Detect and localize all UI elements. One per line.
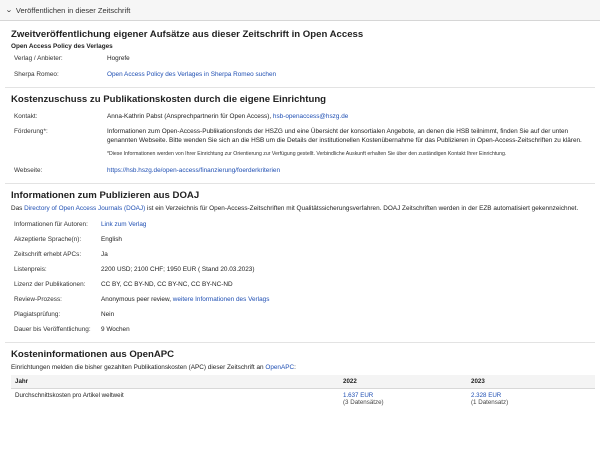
authors-link[interactable]: Link zum Verlag	[101, 221, 147, 228]
support-row	[11, 127, 589, 145]
col-2022-header: 2022	[339, 375, 467, 389]
license-value: CC BY, CC BY-ND, CC BY-NC, CC BY-NC-ND	[101, 281, 233, 288]
website-row	[11, 166, 589, 175]
count-2023: (1 Datensatz)	[471, 399, 509, 406]
value-2022-link[interactable]: 1.637 EUR	[343, 392, 374, 399]
plagiarism-row	[11, 310, 589, 319]
section-toggle[interactable]	[0, 0, 600, 21]
count-2022: (3 Datensätze)	[343, 399, 384, 406]
license-row	[11, 280, 589, 289]
review-value: Anonymous peer review,	[101, 296, 171, 303]
openapc-intro-post: :	[294, 364, 296, 371]
contact-label: Kontakt:	[14, 113, 38, 120]
duration-label: Dauer bis Veröffentlichung:	[14, 326, 91, 333]
publisher-value: Hogrefe	[107, 55, 130, 62]
support-label: Förderung*:	[14, 128, 48, 135]
openapc-section	[0, 343, 600, 372]
funding-section	[0, 88, 600, 175]
doaj-intro-pre: Das	[11, 205, 25, 212]
doaj-link[interactable]: Directory of Open Access Journals (DOAJ)	[24, 205, 146, 212]
openapc-title: Kosteninformationen aus OpenAPC	[11, 349, 175, 360]
chevron-down-icon: ⌄	[5, 7, 13, 14]
plagiarism-label: Plagiatsprüfung:	[14, 311, 61, 318]
cell-2022	[339, 389, 467, 410]
review-label: Review-Prozess:	[14, 296, 62, 303]
price-label: Listenpreis:	[14, 266, 47, 273]
review-row	[11, 295, 589, 304]
plagiarism-value: Nein	[101, 311, 115, 318]
sherpa-row	[11, 70, 589, 79]
oa-section	[0, 21, 600, 79]
authors-row	[11, 220, 589, 229]
website-link[interactable]: https://hsb.hszg.de/open-access/finanzierung/foerderkriterien	[107, 167, 280, 174]
oa-title: Zweitveröffentlichung eigener Aufsätze aus dieser Zeitschrift in Open Access	[11, 29, 364, 40]
table-row	[11, 389, 595, 410]
apc-value: Ja	[101, 251, 108, 258]
oa-subtitle: Open Access Policy des Verlages	[11, 43, 113, 50]
col-2023-header: 2023	[467, 375, 595, 389]
publisher-label: Verlag / Anbieter:	[14, 55, 63, 62]
support-text: Informationen zum Open-Access-Publikationsfonds der HSZG und eine Übersicht der konsortialen Angebote, an denen die HSB teilnimmt, finden Sie auf der unten genannten Webseite. Bitte wenden Sie sich an die HSB um die Details der institutionellen Kostenübernahme für das Publizieren in Open-Access-Zeitschriften zu klären.	[107, 128, 582, 144]
price-value: 2200 USD; 2100 CHF; 1950 EUR ( Stand 20.03.2023)	[101, 266, 255, 273]
publisher-row	[11, 54, 589, 63]
openapc-link[interactable]: OpenAPC	[265, 364, 295, 371]
col-year-header: Jahr	[11, 375, 339, 389]
section-toggle-label: Veröffentlichen in dieser Zeitschrift	[15, 5, 131, 15]
cell-2023	[467, 389, 595, 410]
authors-label: Informationen für Autoren:	[14, 221, 88, 228]
website-label: Webseite:	[14, 167, 43, 174]
apc-row	[11, 250, 589, 259]
doaj-section	[0, 184, 600, 334]
support-note: *Diese Informationen werden von Ihrer Einrichtung zur Orientierung zur Verfügung gestellt. Verbindliche Auskunft erhalten Sie über den zuständigen Kontakt Ihrer Einrichtung.	[107, 151, 507, 157]
contact-email-link[interactable]: hsb-openaccess@hszg.de	[272, 113, 349, 120]
price-row	[11, 265, 589, 274]
doaj-title: Informationen zum Publizieren aus DOAJ	[11, 190, 200, 201]
note-row	[11, 150, 589, 159]
table-header-row	[11, 375, 595, 389]
duration-value: 9 Wochen	[101, 326, 130, 333]
value-2023-link[interactable]: 2.328 EUR	[471, 392, 502, 399]
doaj-intro-post: ist ein Verzeichnis für Open-Access-Zeitschriften mit Qualitätssicherungsverfahren. DOAJ Zeitschriften werden in der EZB automatisiert gekennzeichnet.	[145, 205, 579, 212]
contact-name: Anna-Kathrin Pabst (Ansprechpartnerin für Open Access),	[107, 113, 272, 120]
funding-title: Kostenzuschuss zu Publikationskosten durch die eigene Einrichtung	[11, 94, 327, 105]
apc-table	[11, 375, 595, 409]
review-link[interactable]: weitere Informationen des Verlags	[172, 296, 270, 303]
sherpa-label: Sherpa Romeo:	[14, 71, 59, 78]
language-value: English	[101, 236, 122, 243]
license-label: Lizenz der Publikationen:	[14, 281, 86, 288]
contact-row	[11, 112, 589, 121]
language-label: Akzeptierte Sprache(n):	[14, 236, 82, 243]
openapc-intro	[11, 363, 589, 372]
row-label: Durchschnittskosten pro Artikel weltweit	[15, 392, 124, 399]
language-row	[11, 235, 589, 244]
sherpa-link[interactable]: Open Access Policy des Verlages in Sherpa Romeo suchen	[107, 71, 277, 78]
duration-row	[11, 325, 589, 334]
apc-label: Zeitschrift erhebt APCs:	[14, 251, 82, 258]
doaj-intro	[11, 204, 589, 213]
openapc-intro-pre: Einrichtungen melden die bisher gezahlten Publikationskosten (APC) dieser Zeitschrift an	[11, 364, 266, 371]
